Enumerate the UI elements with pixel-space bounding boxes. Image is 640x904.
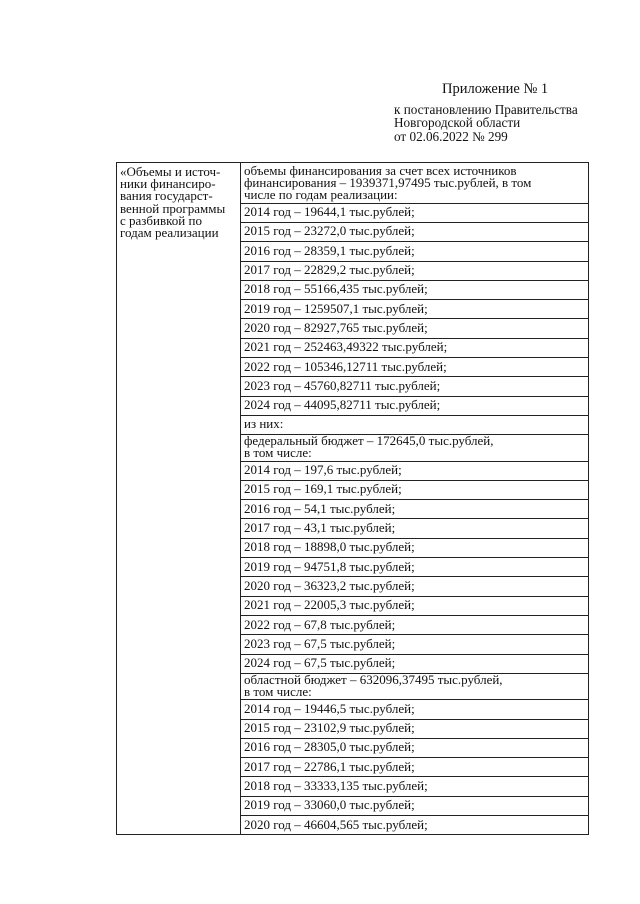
total-year-row: 2020 год – 82927,765 тыс.рублей; [241, 319, 588, 338]
total-year-row: 2016 год – 28359,1 тыс.рублей; [241, 242, 588, 261]
label-line: венной программы [120, 200, 226, 216]
financing-table [116, 162, 589, 835]
total-year-row: 2018 год – 55166,435 тыс.рублей; [241, 281, 588, 300]
federal-year-row: 2020 год – 36323,2 тыс.рублей; [241, 577, 588, 596]
federal-year-row: 2014 год – 197,6 тыс.рублей; [241, 462, 588, 481]
total-year-row: 2014 год – 19644,1 тыс.рублей; [241, 204, 588, 223]
total-year-row: 2022 год – 105346,12711 тыс.рублей; [241, 358, 588, 377]
label-line: ники финансиро- [120, 176, 216, 192]
total-year-row: 2017 год – 22829,2 тыс.рублей; [241, 262, 588, 281]
regional-year-row: 2018 год – 33333,135 тыс.рублей; [241, 777, 588, 796]
document-header [394, 83, 634, 143]
header-line: от 02.06.2022 № 299 [394, 128, 508, 144]
regional-year-row: 2015 год – 23102,9 тыс.рублей; [241, 720, 588, 739]
regional-year-row: 2019 год – 33060,0 тыс.рублей; [241, 797, 588, 816]
total-year-row: 2023 год – 45760,82711 тыс.рублей; [241, 377, 588, 396]
federal-year-row: 2019 год – 94751,8 тыс.рублей; [241, 558, 588, 577]
federal-year-row: 2022 год – 67,8 тыс.рублей; [241, 616, 588, 635]
total-year-row: 2024 год – 44095,82711 тыс.рублей; [241, 397, 588, 416]
regional-year-row: 2017 год – 22786,1 тыс.рублей; [241, 758, 588, 777]
federal-heading-block [241, 435, 588, 461]
regional-heading-line: в том числе: [244, 684, 312, 700]
regional-year-row: 2016 год – 28305,0 тыс.рублей; [241, 739, 588, 758]
header-line: Новгородской области [394, 115, 521, 131]
federal-heading-line: в том числе: [244, 445, 312, 461]
total-year-row: 2021 год – 252463,49322 тыс.рублей; [241, 339, 588, 358]
regional-year-row: 2020 год – 46604,565 тыс.рублей; [244, 816, 428, 832]
federal-year-row: 2024 год – 67,5 тыс.рублей; [241, 655, 588, 674]
federal-year-row: 2021 год – 22005,3 тыс.рублей; [241, 597, 588, 616]
row-label [120, 163, 237, 239]
total-year-row: 2019 год – 1259507,1 тыс.рублей; [241, 300, 588, 319]
federal-year-row: 2017 год – 43,1 тыс.рублей; [241, 519, 588, 538]
intro-line: объемы финансирования за счет всех источников [244, 163, 517, 178]
row-label-cell [117, 163, 241, 835]
federal-year-row: 2023 год – 67,5 тыс.рублей; [241, 635, 588, 654]
regional-heading-block [241, 671, 588, 700]
regional-heading-line: областной бюджет – 632096,37495 тыс.рублей, [244, 671, 503, 687]
header-line: к постановлению Правительства [394, 101, 578, 117]
federal-year-row: 2018 год – 18898,0 тыс.рублей; [241, 539, 588, 558]
label-line: вания государст- [120, 188, 213, 204]
of-them-row: из них: [241, 416, 588, 435]
intro-line: числе по годам реализации: [244, 187, 398, 203]
label-line: годам реализации [120, 225, 219, 241]
label-line: с разбивкой по [120, 212, 202, 228]
label-line: «Объемы и источ- [120, 164, 221, 179]
federal-year-row: 2016 год – 54,1 тыс.рублей; [241, 500, 588, 519]
federal-heading-line: федеральный бюджет – 172645,0 тыс.рублей, [244, 433, 494, 449]
values-cell [241, 163, 589, 835]
appendix-title: Приложение № 1 [442, 81, 549, 97]
federal-year-row: 2015 год – 169,1 тыс.рублей; [241, 481, 588, 500]
regional-year-row: 2014 год – 19446,5 тыс.рублей; [241, 700, 588, 719]
total-year-row: 2015 год – 23272,0 тыс.рублей; [241, 223, 588, 242]
intro-line: финансирования – 1939371,97495 тыс.рублей, в том [244, 175, 532, 191]
intro-block [241, 163, 588, 204]
